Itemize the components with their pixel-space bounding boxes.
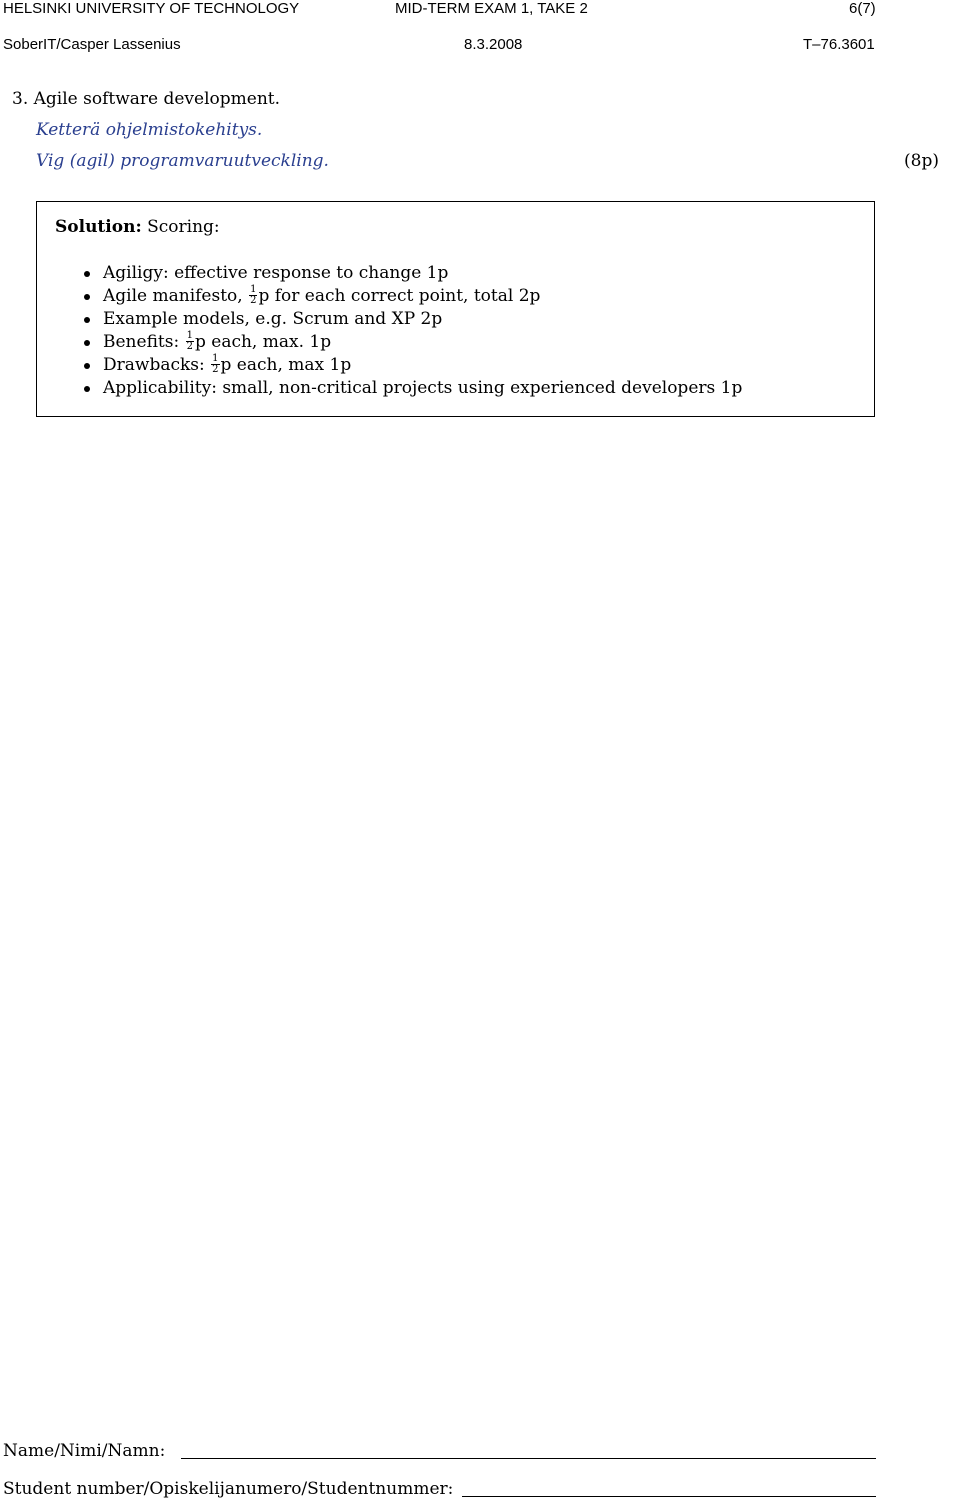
bullet-icon: [84, 363, 90, 369]
student-number-label: Student number/Opiskelijanumero/Studentnummer:: [3, 1479, 454, 1499]
name-label: Name/Nimi/Namn:: [3, 1441, 166, 1461]
scoring-item-text-rest: p for each correct point, total 2p: [258, 286, 541, 306]
scoring-item-text-rest: p each, max. 1p: [194, 332, 332, 352]
scoring-item-text: Agiligy: effective response to change 1p: [103, 263, 449, 283]
bullet-icon: [84, 340, 90, 346]
fraction-numerator: 1: [186, 330, 193, 341]
question-points: (8p): [904, 151, 939, 171]
solution-label: Solution:: [55, 217, 142, 237]
fraction-numerator: 1: [250, 284, 257, 295]
bullet-icon: [84, 386, 90, 392]
scoring-item-text: Applicability: small, non-critical projects using experienced developers 1p: [103, 378, 743, 398]
scoring-item: [83, 354, 742, 377]
scoring-item: [83, 262, 742, 285]
header-exam-title: MID-TERM EXAM 1, TAKE 2: [395, 0, 588, 17]
fraction-denominator: 2: [186, 341, 193, 352]
scoring-label: Scoring:: [147, 217, 220, 237]
student-number-input-line[interactable]: [462, 1496, 876, 1497]
header-university: HELSINKI UNIVERSITY OF TECHNOLOGY: [3, 0, 300, 17]
fraction-numerator: 1: [212, 353, 219, 364]
scoring-item: [83, 331, 742, 354]
scoring-item-text: Drawbacks:: [103, 355, 211, 375]
header-course-code: T–76.3601: [803, 36, 875, 53]
question-title-finnish: Ketterä ohjelmistokehitys.: [36, 120, 263, 140]
scoring-item: [83, 285, 742, 308]
fraction-denominator: 2: [212, 364, 219, 375]
scoring-item-text-rest: p each, max 1p: [220, 355, 352, 375]
header-page-number: 6(7): [849, 0, 876, 17]
bullet-icon: [84, 271, 90, 277]
bullet-icon: [84, 294, 90, 300]
bullet-icon: [84, 317, 90, 323]
question-title: 3. Agile software development.: [12, 89, 281, 109]
solution-heading: [55, 216, 220, 238]
fraction: [249, 285, 257, 306]
question-title-swedish: Vig (agil) programvaruutveckling.: [36, 151, 329, 171]
solution-box: [36, 201, 875, 417]
scoring-item-text: Benefits:: [103, 332, 185, 352]
fraction: [186, 331, 194, 352]
scoring-item-text: Example models, e.g. Scrum and XP 2p: [103, 309, 443, 329]
header-author: SoberIT/Casper Lassenius: [3, 36, 181, 53]
scoring-item: [83, 308, 742, 331]
fraction: [211, 354, 219, 375]
header-date: 8.3.2008: [464, 36, 523, 53]
scoring-item: [83, 377, 742, 400]
name-input-line[interactable]: [181, 1458, 876, 1459]
scoring-item-text: Agile manifesto,: [103, 286, 249, 306]
fraction-denominator: 2: [250, 295, 257, 306]
scoring-list: [83, 262, 742, 400]
